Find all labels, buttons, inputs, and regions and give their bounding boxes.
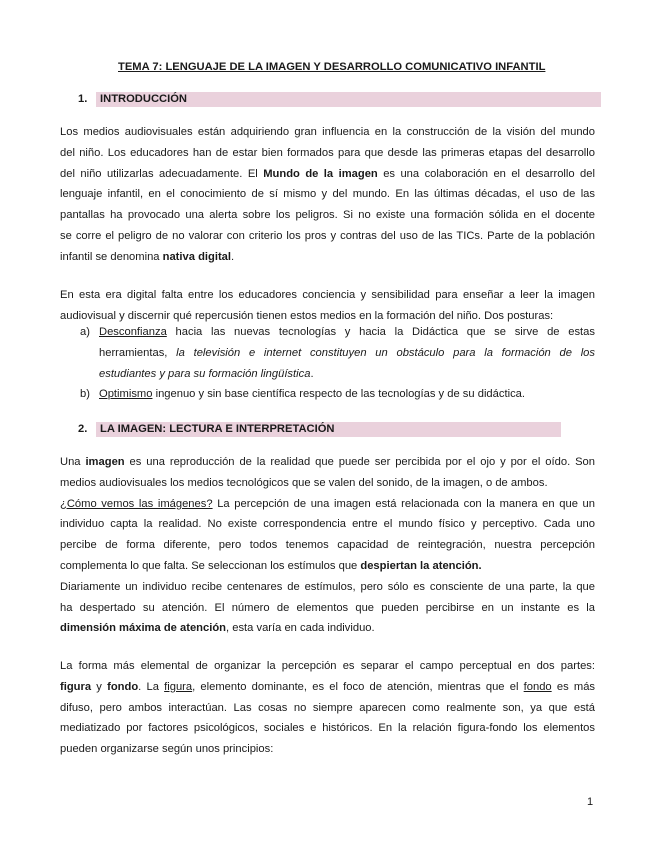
underlined-term: figura	[164, 680, 193, 693]
text-line: Los medios audiovisuales están adquiriendo gran influencia en la construcción de la visión del mundo	[60, 126, 595, 138]
bold-term: Mundo de la imagen	[263, 167, 378, 180]
bold-term: imagen	[85, 456, 125, 468]
section-title: INTRODUCCIÓN	[100, 93, 188, 105]
underlined-term: Optimismo	[99, 388, 153, 401]
text-line: ¿Cómo vemos las imágenes? La percepción de una imagen está relacionada con la manera en que un	[60, 497, 595, 510]
text-line: Optimismo ingenuo y sin base científica respecto de las tecnologías y de su didáctica.	[99, 388, 525, 401]
text-line: audiovisual y discernir qué repercusión tienen estos medios en la formación del niño. Dos posturas:	[60, 309, 554, 322]
text-line: figura y fondo. La figura, elemento dominante, es el foco de atención, mientras que el fondo es más	[60, 680, 596, 693]
list-item	[80, 384, 595, 405]
text-line: pantallas ha provocado una alerta sobre los peligros. Si no existe una formación sólida en el docente	[60, 209, 595, 222]
text-line: lenguaje infantil, en el conocimiento de sí mismo y del mundo. En las últimas décadas, el uso de las	[60, 188, 595, 201]
document-title: TEMA 7: LENGUAJE DE LA IMAGEN Y DESARROLLO COMUNICATIVO INFANTIL	[118, 61, 546, 73]
bold-term: despiertan la atención.	[360, 559, 482, 572]
text-line: dimensión máxima de atención, esta varía en cada individuo.	[60, 622, 375, 635]
text-line: ha despertado su atención. El número de elementos que pueden percibirse en un instante es la	[60, 601, 595, 614]
imagen-paragraph-2	[60, 656, 595, 760]
underlined-term: fondo	[523, 680, 552, 693]
text-line: Diariamente un individuo recibe centenares de estímulos, pero sólo es consciente de una parte, la que	[60, 580, 595, 593]
page-number: 1	[587, 796, 594, 808]
intro-paragraph-1	[60, 122, 595, 268]
list-marker: a)	[80, 326, 90, 338]
italic-text: la televisión e internet constituyen un obstáculo para la formación de los	[176, 346, 595, 359]
text-line: del niño utilizarlas adecuadamente. El Mundo de la imagen es una colaboración en el desarrollo del	[60, 167, 595, 180]
text-line: difuso, pero ambos interactúan. Las cosas no siempre aparecen como realmente son, ya que está	[60, 701, 595, 714]
text-line: medios audiovisuales los medios tecnológicos que se valen del sonido, de la imagen, o de ambos.	[60, 476, 548, 489]
text-line: La forma más elemental de organizar la percepción es separar el campo perceptual en dos partes:	[60, 660, 595, 672]
text-line: mediatizado por factores psicológicos, sociales e históricos. En la relación figura-fondo los elementos	[60, 722, 595, 735]
text-line: pueden organizarse según unos principios:	[60, 743, 274, 756]
text-line: estudiantes y para su formación lingüística.	[99, 367, 314, 380]
text-line: En esta era digital falta entre los educadores conciencia y sensibilidad para enseñar a leer la imagen	[60, 289, 595, 301]
underlined-term: Desconfianza	[99, 326, 167, 338]
text-line: Una imagen es una reproducción de la realidad que puede ser percibida por el ojo y por el oído. Son	[60, 456, 595, 468]
text-line: se corre el peligro de no valorar con criterio los pros y contras del uso de las TICs. Parte de la población	[60, 229, 595, 242]
section-number: 2.	[78, 423, 88, 435]
text-line: individuo capta la realidad. No existe correspondencia entre el mundo físico y perceptivo. Cada uno	[60, 518, 595, 531]
text-line: complementa lo que falta. Se seleccionan los estímulos que despiertan la atención.	[60, 559, 482, 572]
list-item	[80, 322, 595, 384]
bold-term: figura	[60, 680, 92, 693]
postures-list	[80, 322, 595, 405]
bold-term: fondo	[107, 680, 139, 693]
bold-term: nativa digital	[162, 250, 232, 263]
intro-paragraph-2	[60, 285, 595, 327]
section-title: LA IMAGEN: LECTURA E INTERPRETACIÓN	[100, 423, 335, 435]
italic-text: estudiantes y para su formación lingüística	[99, 367, 311, 380]
bold-term: dimensión máxima de atención	[60, 622, 226, 635]
text-line: herramientas, la televisión e internet constituyen un obstáculo para la formación de los	[99, 346, 595, 359]
text-line: del niño. Los educadores han de estar bien formados para que desde las primeras etapas del desarrollo	[60, 146, 595, 159]
text-line: Desconfianza hacia las nuevas tecnologías y hacia la Didáctica que se sirve de estas	[99, 326, 595, 338]
imagen-paragraph-1	[60, 452, 595, 639]
list-marker: b)	[80, 388, 90, 401]
section-number: 1.	[78, 93, 88, 105]
underlined-question: ¿Cómo vemos las imágenes?	[60, 497, 213, 510]
text-line: infantil se denomina nativa digital.	[60, 250, 235, 263]
text-line: percibe de forma diferente, pero todos tenemos capacidad de reintegración, nuestra percepción	[60, 539, 595, 552]
